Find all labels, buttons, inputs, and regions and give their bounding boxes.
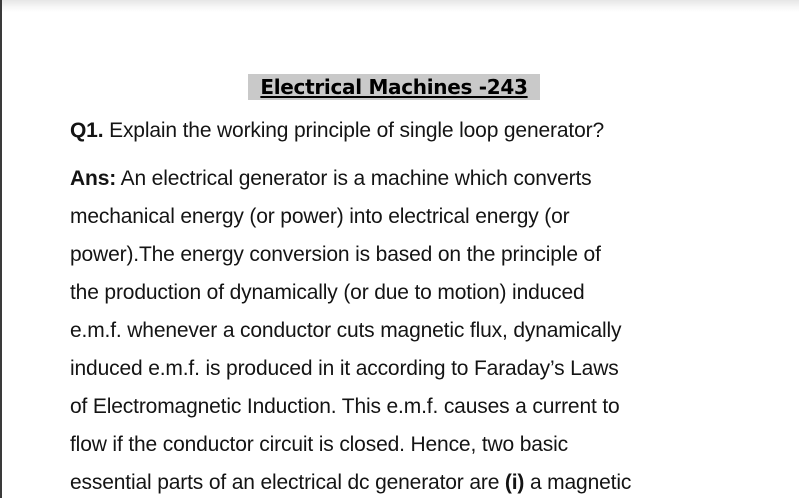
question-text: Explain the working principle of single loop generator? — [103, 119, 604, 142]
answer-text-9a: essential parts of an electrical dc generator are — [70, 471, 505, 494]
answer-label: Ans: — [70, 167, 117, 190]
answer-line-2: mechanical energy (or power) into electrical energy (or — [70, 205, 570, 228]
answer-line-1 — [70, 166, 592, 192]
answer-line-6: induced e.m.f. is produced in it according to Faraday’s Laws — [70, 357, 619, 380]
answer-line-9 — [70, 470, 631, 496]
answer-line-8: flow if the conductor circuit is closed. Hence, two basic — [70, 433, 569, 456]
answer-text-9-bold: (i) — [504, 471, 525, 494]
answer-line-5: e.m.f. whenever a conductor cuts magnetic flux, dynamically — [70, 319, 622, 342]
answer-line-4: the production of dynamically (or due to motion) induced — [70, 281, 585, 304]
answer-line-3: power).The energy conversion is based on the principle of — [70, 243, 601, 266]
answer-text-9b: a magnetic — [524, 471, 632, 494]
document-title: Electrical Machines -243 — [248, 74, 540, 100]
document-page — [2, 0, 799, 498]
answer-line-7: of Electromagnetic Induction. This e.m.f. causes a current to — [70, 395, 620, 418]
question-line — [70, 118, 604, 144]
answer-text-1: An electrical generator is a machine which converts — [116, 167, 592, 190]
question-label: Q1. — [70, 119, 104, 142]
